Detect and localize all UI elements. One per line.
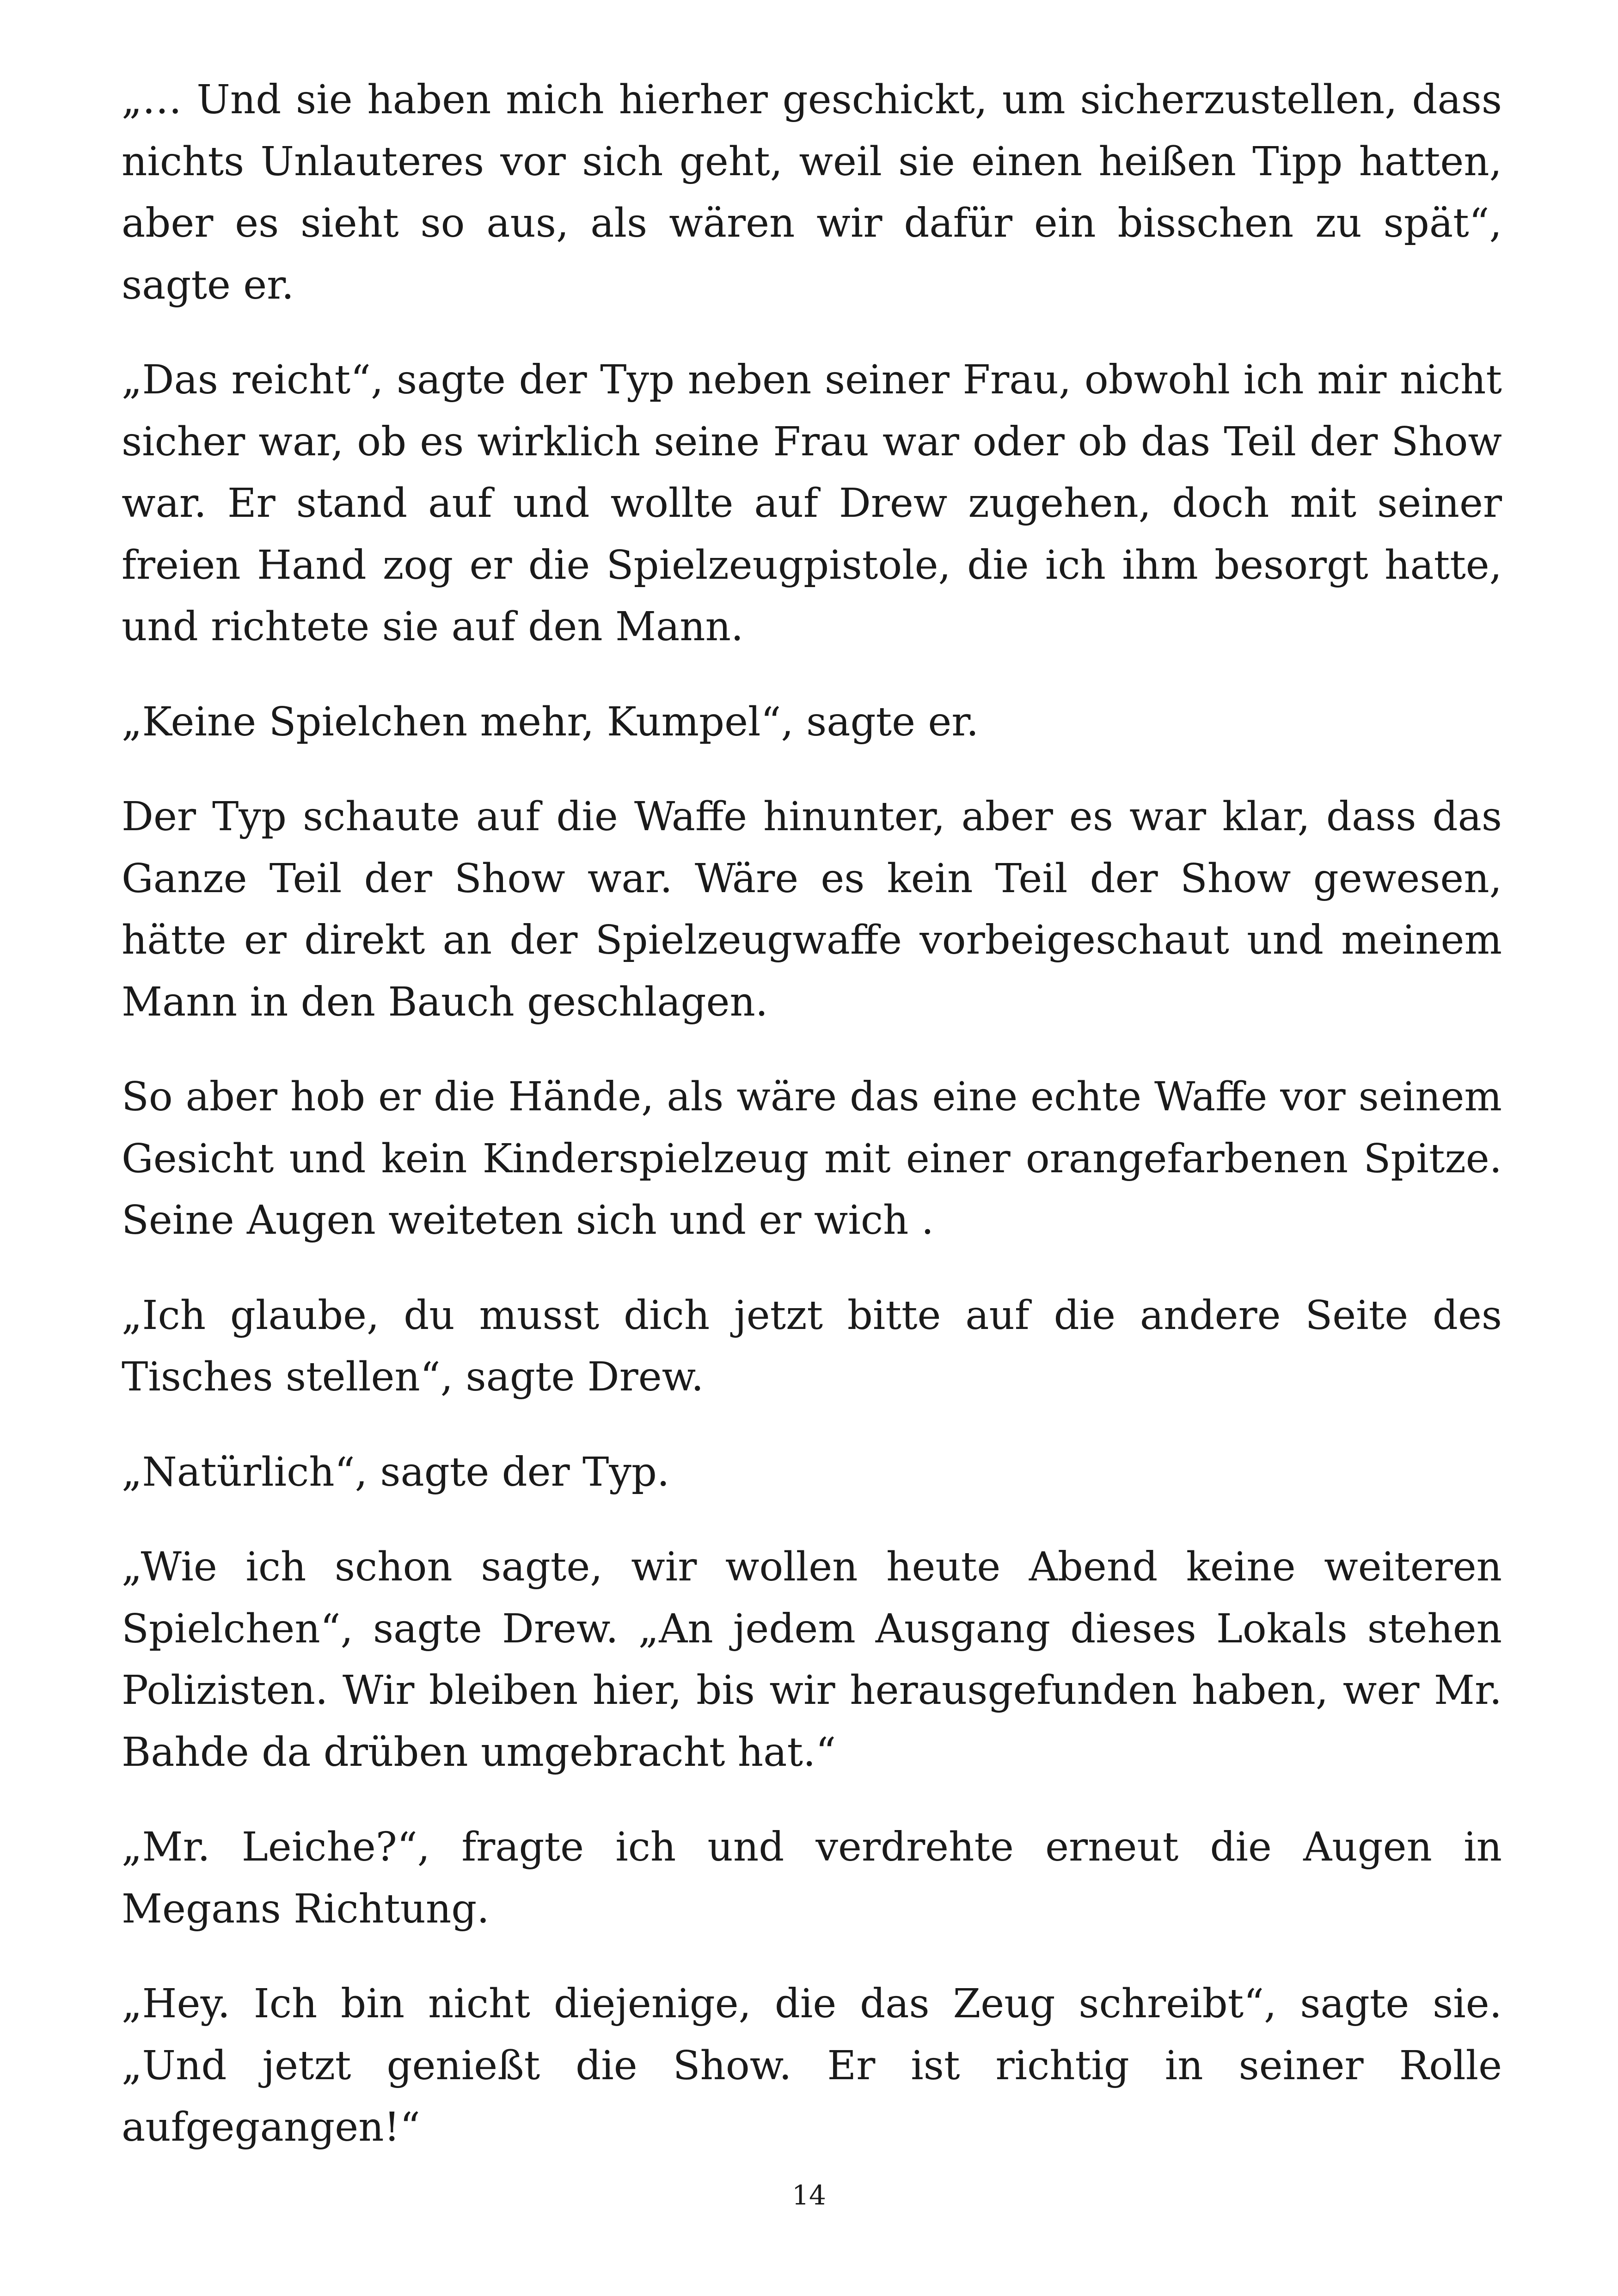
body-text	[122, 69, 1502, 2192]
paragraph-1: „… Und sie haben mich hierher geschickt, um sicherzustellen, dass nichts Unlauteres vor sich geht, weil sie einen heißen Tipp hatten, aber es sieht so aus, als wären wir dafür ein bisschen zu spät“, sagte er.	[122, 77, 1502, 308]
paragraph-2: „Das reicht“, sagte der Typ neben seiner Frau, obwohl ich mir nicht sicher war, ob es wirklich seine Frau war oder ob das Teil der Show war. Er stand auf und wollte auf Drew zugehen, doch mit seiner freien Hand zog er die Spielzeugpistole, die ich ihm besorgt hatte, und richtete sie auf den Mann.	[122, 357, 1502, 650]
paragraph-8: „Wie ich schon sagte, wir wollen heute Abend keine weiteren Spielchen“, sagte Drew. „An jedem Ausgang dieses Lokals stehen Polizisten. Wir bleiben hier, bis wir herausgefunden haben, wer Mr. Bahde da drüben umgebracht hat.“	[122, 1544, 1502, 1776]
page-number: 14	[792, 2180, 826, 2211]
paragraph-10: „Hey. Ich bin nicht diejenige, die das Zeug schreibt“, sagte sie. „Und jetzt genießt die Show. Er ist richtig in seiner Rolle aufgegangen!“	[122, 1981, 1502, 2150]
paragraph-7: „Natürlich“, sagte der Typ.	[122, 1449, 670, 1495]
paragraph-6: „Ich glaube, du musst dich jetzt bitte auf die andere Seite des Tisches stellen“, sagte Drew.	[122, 1292, 1502, 1400]
paragraph-5: So aber hob er die Hände, als wäre das eine echte Waffe vor seinem Gesicht und kein Kinderspielzeug mit einer orangefarbenen Spitze. Seine Augen weiteten sich und er wich .	[122, 1074, 1502, 1243]
paragraph-3: „Keine Spielchen mehr, Kumpel“, sagte er.	[122, 698, 979, 745]
paragraph-4: Der Typ schaute auf die Waffe hinunter, aber es war klar, dass das Ganze Teil der Show war. Wäre es kein Teil der Show gewesen, hätte er direkt an der Spielzeugwaffe vorbeigeschaut und meinem Mann in den Bauch geschlagen.	[122, 794, 1502, 1025]
paragraph-9: „Mr. Leiche?“, fragte ich und verdrehte erneut die Augen in Megans Richtung.	[122, 1824, 1502, 1932]
